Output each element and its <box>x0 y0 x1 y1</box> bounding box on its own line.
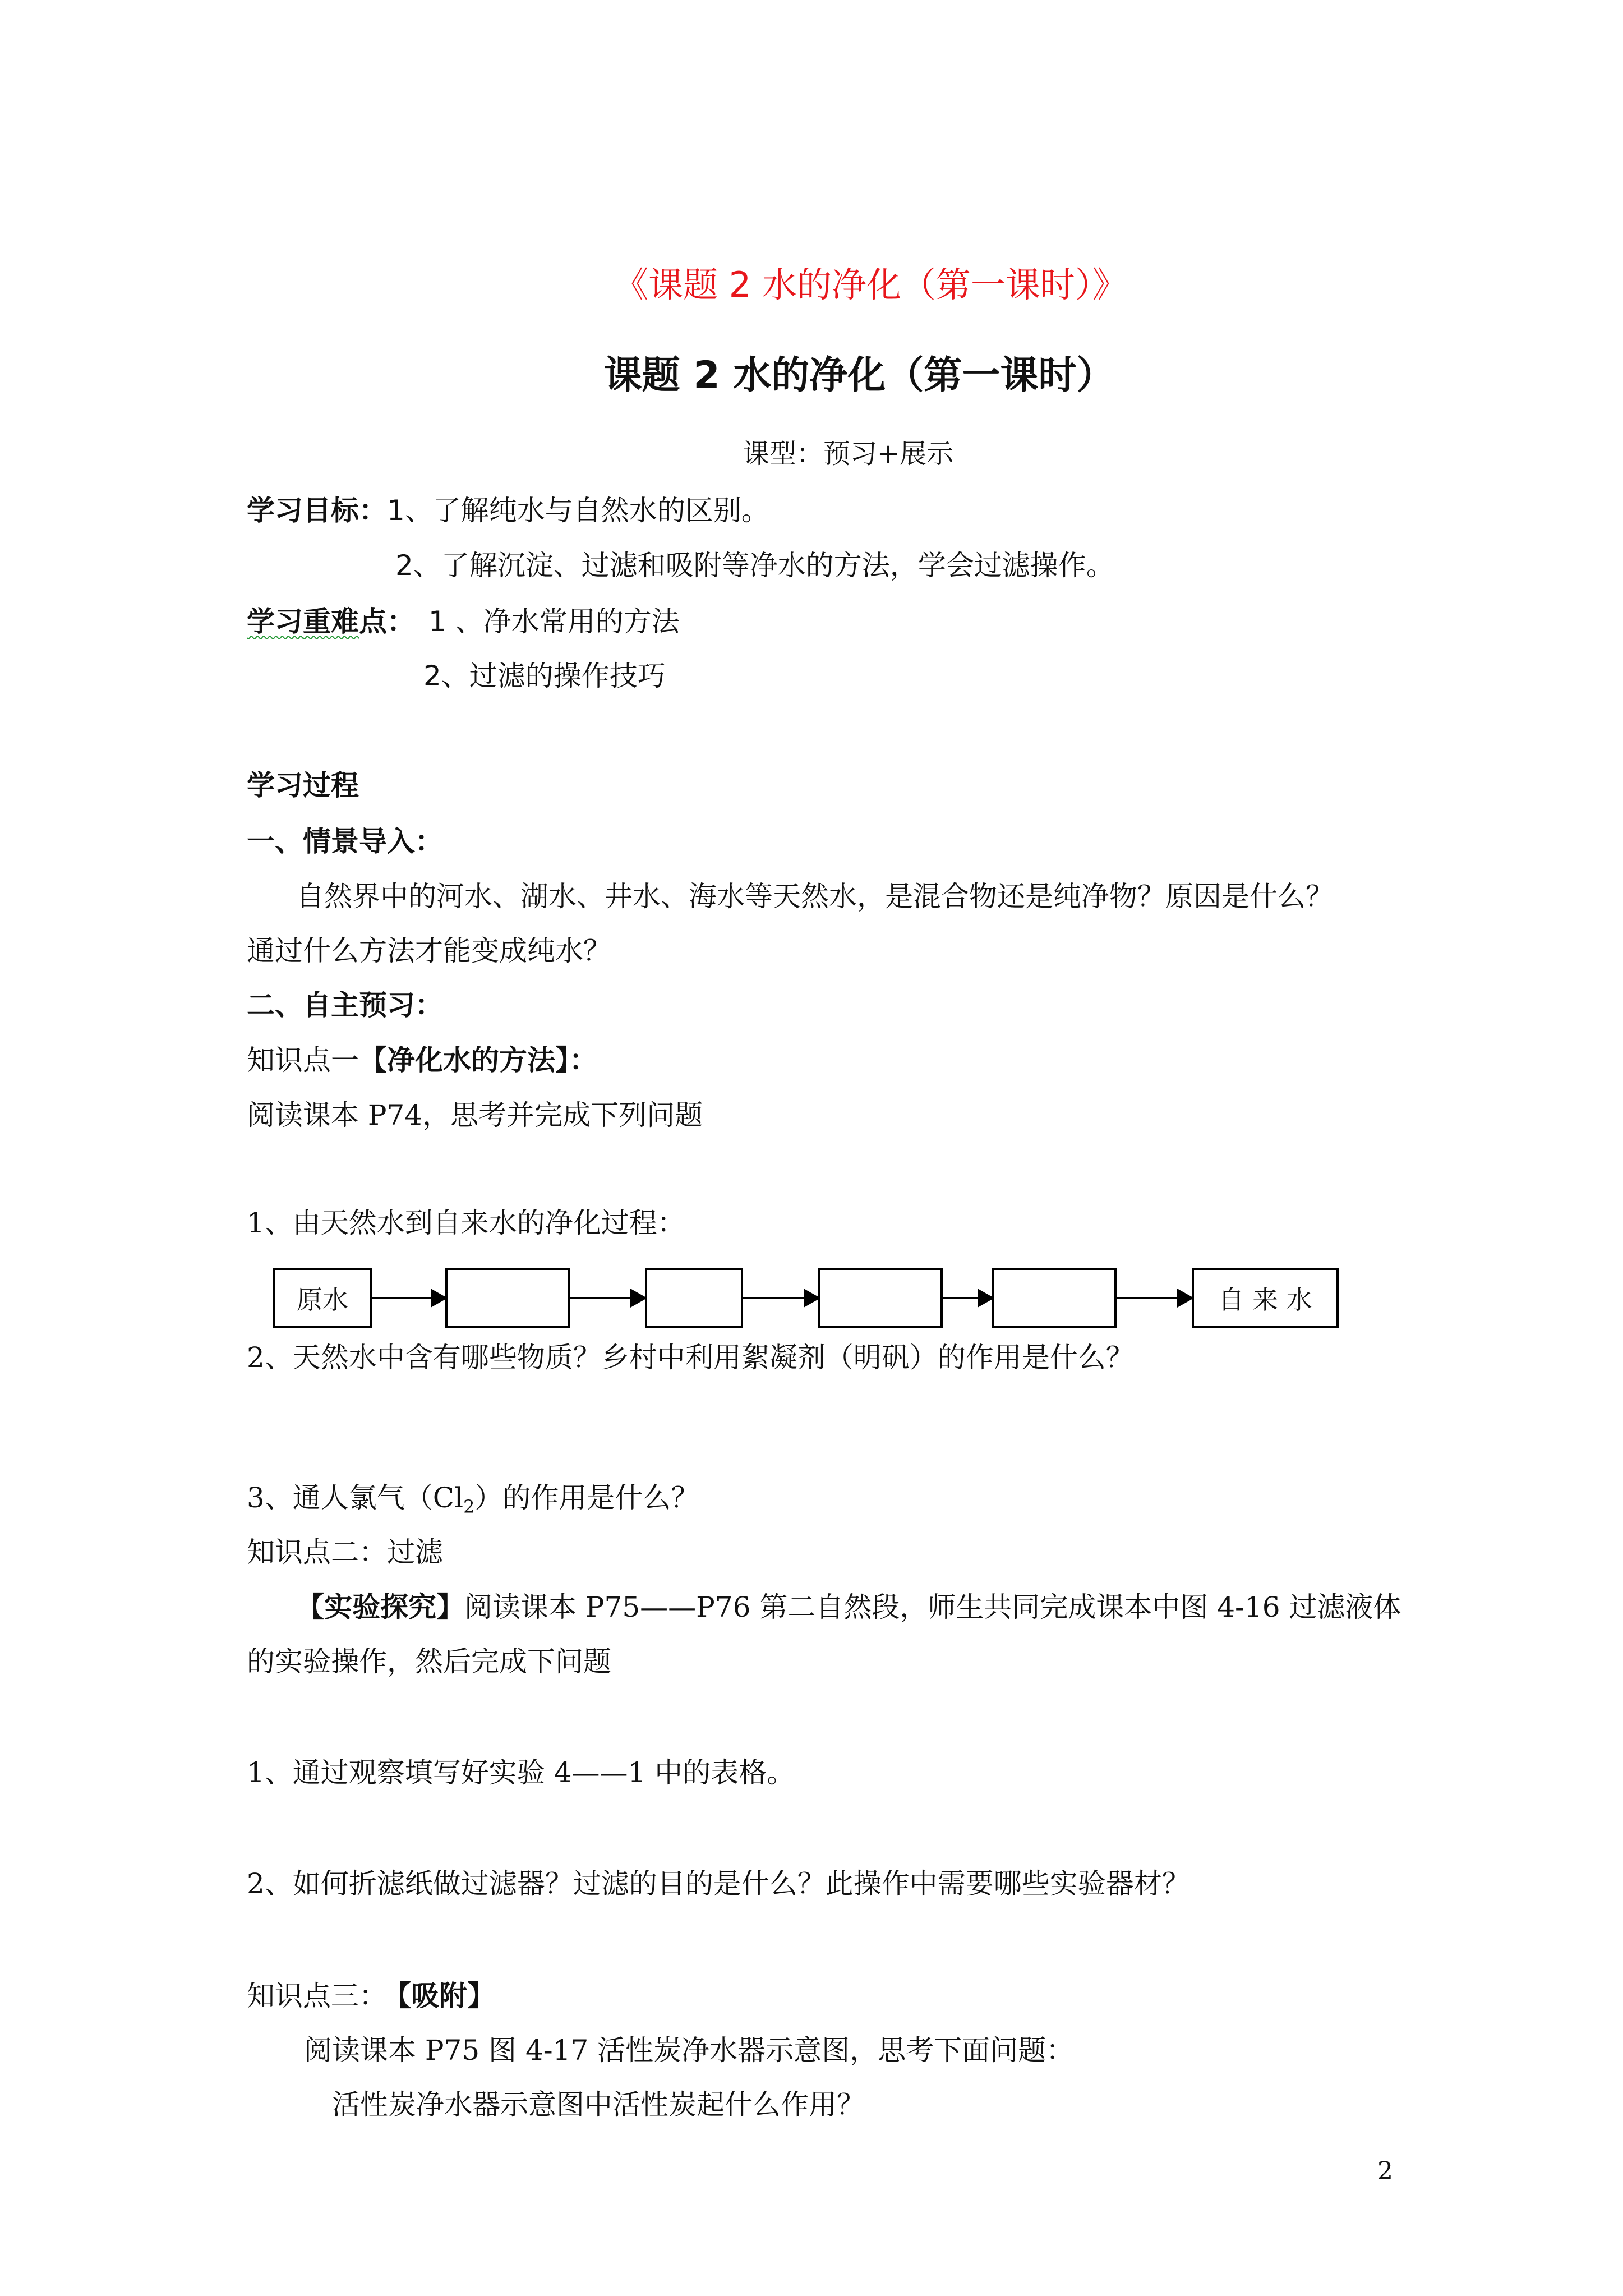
flow-arrow-1 <box>372 1297 445 1299</box>
objectives-row-1 <box>247 488 769 528</box>
flow-box-blank-3 <box>818 1268 943 1328</box>
question-1: 1、由天然水到自来水的净化过程： <box>247 1207 685 1239</box>
flow-arrow-2 <box>570 1297 645 1299</box>
section1-heading: 一、情景导入： <box>247 825 443 858</box>
page-number: 2 <box>1377 2157 1393 2185</box>
process-heading: 学习过程 <box>247 769 359 802</box>
knowledge-point-1: 知识点一【净化水的方法】： <box>247 1043 597 1076</box>
question-2: 2、天然水中含有哪些物质？乡村中利用絮凝剂（明矾）的作用是什么？ <box>247 1341 1134 1374</box>
keypoint-1: 1 、净水常用的方法 <box>428 605 680 638</box>
knowledge-point-2: 知识点二：过滤 <box>247 1536 443 1568</box>
flow-box-blank-4 <box>992 1268 1117 1328</box>
page-title: 课题 2 水的净化（第一课时） <box>603 353 1115 398</box>
question-3: 3、通人氯气$(Cl_2)$的作用是什么？ <box>247 1481 699 1517</box>
lesson-type: 课型：预习+展示 <box>742 438 954 470</box>
kp1-reading: 阅读课本 P74，思考并完成下列问题 <box>247 1099 703 1131</box>
experiment-line-2: 的实验操作，然后完成下问题 <box>247 1645 611 1678</box>
flow-arrow-5 <box>1117 1297 1192 1299</box>
flow-arrow-4 <box>943 1297 992 1299</box>
flow-box-blank-2 <box>645 1268 743 1328</box>
section2-heading: 二、自主预习： <box>247 988 443 1022</box>
section1-line1: 自然界中的河水、湖水、井水、海水等天然水，是混合物还是纯净物？原因是什么？ <box>296 880 1334 913</box>
flow-box-tap-water: 自 来 水 <box>1192 1268 1339 1328</box>
objective-1: 1、了解纯水与自然水的区别。 <box>387 494 769 527</box>
red-title: 《课题 2 水的净化（第一课时）》 <box>614 264 1127 305</box>
flow-box-blank-1 <box>445 1268 570 1328</box>
keypoints-label: 学习重难点： <box>247 605 415 638</box>
flow-box-raw-water: 原水 <box>273 1268 372 1328</box>
kp3-reading: 阅读课本 P75 图 4-17 活性炭净水器示意图，思考下面问题： <box>304 2034 1075 2067</box>
filter-question-1: 1、通过观察填写好实验 4——1 中的表格。 <box>247 1756 795 1789</box>
experiment-line-1: 【实验探究】阅读课本 P75——P76 第二自然段，师生共同完成课本中图 4-16 过滤液体 <box>296 1590 1401 1623</box>
section1-line2: 通过什么方法才能变成纯水？ <box>247 935 611 967</box>
objectives-label: 学习目标： <box>247 494 387 527</box>
filter-question-2: 2、如何折滤纸做过滤器？过滤的目的是什么？此操作中需要哪些实验器材？ <box>247 1867 1190 1900</box>
objective-2: 2、了解沉淀、过滤和吸附等净水的方法，学会过滤操作。 <box>395 549 1114 582</box>
knowledge-point-3: 知识点三： 【吸附】 <box>247 1979 495 2012</box>
keypoints-row-1 <box>247 599 680 639</box>
keypoint-2: 2、过滤的操作技巧 <box>423 660 666 692</box>
kp3-question: 活性炭净水器示意图中活性炭起什么作用？ <box>332 2088 865 2121</box>
flow-arrow-3 <box>743 1297 818 1299</box>
